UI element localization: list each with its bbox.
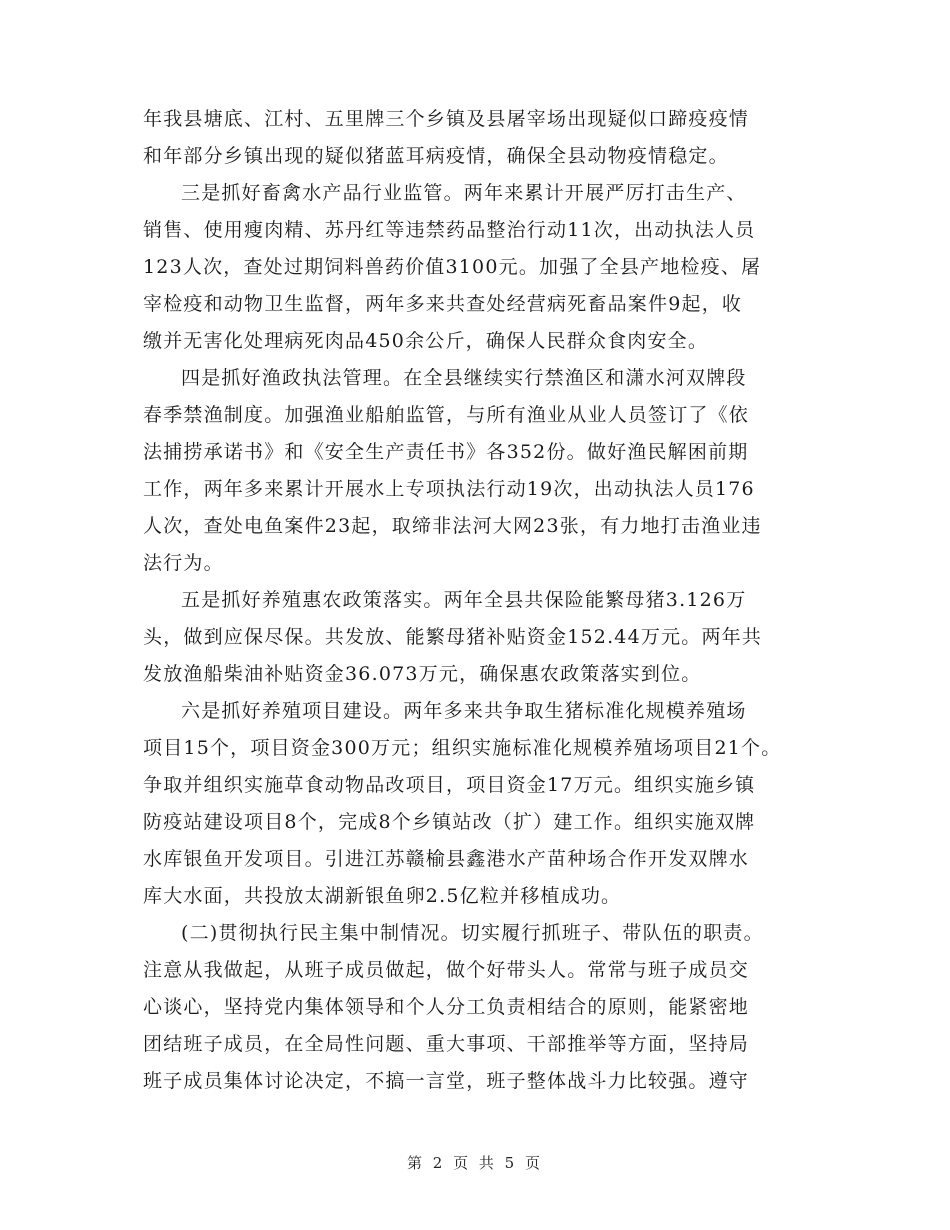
text-line: 宰检疫和动物卫生监督，两年多来共查处经营病死畜品案件9起，收 [143, 293, 743, 315]
text-line: 六是抓好养殖项目建设。两年多来共争取生猪标准化规模养殖场 [181, 700, 747, 722]
text-line: 五是抓好养殖惠农政策落实。两年全县共保险能繁母猪3.126万 [181, 589, 747, 611]
text-line: 发放渔船柴油补贴资金36.073万元，确保惠农政策落实到位。 [143, 663, 702, 685]
text-line: 团结班子成员，在全局性问题、重大事项、干部推举等方面，坚持局 [143, 1033, 750, 1055]
document-body [143, 101, 833, 1100]
text-line: 123人次，查处过期饲料兽药价值3100元。加强了全县产地检疫、屠 [143, 256, 762, 278]
text-line: 人次，查处电鱼案件23起，取缔非法河大网23张，有力地打击渔业违 [143, 515, 762, 537]
text-line: 心谈心，坚持党内集体领导和个人分工负责相结合的原则，能紧密地 [143, 996, 750, 1018]
text-line: 争取并组织实施草食动物品改项目，项目资金17万元。组织实施乡镇 [143, 774, 756, 796]
text-line: 四是抓好渔政执法管理。在全县继续实行禁渔区和潇水河双牌段 [181, 367, 747, 389]
text-line: 头，做到应保尽保。共发放、能繁母猪补贴资金152.44万元。两年共 [143, 626, 763, 648]
text-line: 水库银鱼开发项目。引进江苏赣榆县鑫港水产苗种场合作开发双牌水 [143, 848, 750, 870]
text-line: 班子成员集体讨论决定，不搞一言堂，班子整体战斗力比较强。遵守 [143, 1070, 750, 1092]
text-line: 工作，两年多来累计开展水上专项执法行动19次，出动执法人员176 [143, 478, 755, 500]
text-line: 春季禁渔制度。加强渔业船舶监管，与所有渔业从业人员签订了《依 [143, 404, 750, 426]
text-line: 防疫站建设项目8个，完成8个乡镇站改（扩）建工作。组织实施双牌 [143, 811, 756, 833]
text-line: 库大水面，共投放太湖新银鱼卵2.5亿粒并移植成功。 [143, 885, 622, 907]
text-line: 法捕捞承诺书》和《安全生产责任书》各352份。做好渔民解困前期 [143, 441, 749, 463]
text-line: 销售、使用瘦肉精、苏丹红等违禁药品整治行动11次，出动执法人员 [143, 219, 756, 241]
text-line: (二)贯彻执行民主集中制情况。切实履行抓班子、带队伍的职责。 [181, 922, 764, 944]
text-line: 注意从我做起，从班子成员做起，做个好带头人。常常与班子成员交 [143, 959, 750, 981]
text-line: 项目15个，项目资金300万元；组织实施标准化规模养殖场项目21个。 [143, 737, 782, 759]
text-line: 年我县塘底、江村、五里牌三个乡镇及县屠宰场出现疑似口蹄疫疫情 [143, 108, 750, 130]
text-line: 三是抓好畜禽水产品行业监管。两年来累计开展严厉打击生产、 [181, 182, 747, 204]
text-line: 法行为。 [143, 552, 224, 574]
text-line: 和年部分乡镇出现的疑似猪蓝耳病疫情，确保全县动物疫情稳定。 [143, 145, 729, 167]
page-footer: 第 2 页 共 5 页 [407, 1154, 543, 1172]
text-line: 缴并无害化处理病死肉品450余公斤，确保人民群众食肉安全。 [143, 330, 709, 352]
